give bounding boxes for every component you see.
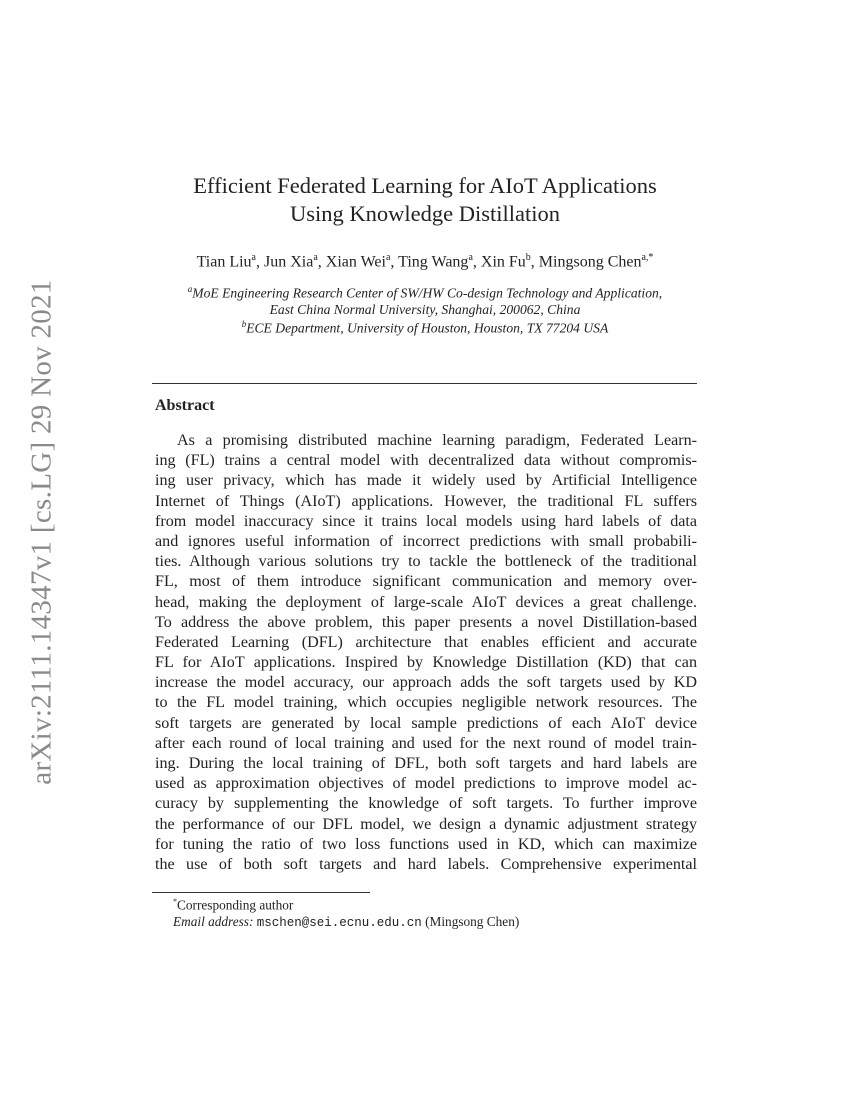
abstract-line: from model inaccuracy since it trains local models using hard labels of data: [155, 512, 697, 530]
abstract-line: head, making the deployment of large-scale AIoT devices a great challenge.: [155, 593, 697, 611]
affiliation-text: ECE Department, University of Houston, Houston, TX 77204 USA: [246, 320, 609, 336]
affiliation-b: [0, 319, 850, 337]
abstract-line: and ignores useful information of incorrect predictions with small probabili-: [155, 532, 697, 550]
abstract-line: FL, most of them introduce significant communication and memory over-: [155, 573, 697, 591]
author: Xin Fu: [480, 253, 526, 271]
author-affiliation-mark: a,*: [641, 252, 654, 263]
abstract-line: soft targets are generated by local sample predictions of each AIoT device: [155, 714, 697, 732]
abstract-line: Federated Learning (DFL) architecture that enables efficient and accurate: [155, 633, 697, 651]
footnote-corresponding: [173, 897, 293, 913]
footnote-rule: [152, 892, 370, 893]
author: Ting Wang: [398, 253, 469, 271]
email-owner: (Mingsong Chen): [425, 914, 520, 929]
footnote-email: [173, 914, 519, 930]
footnote-text: Corresponding author: [177, 897, 294, 913]
abstract-line: As a promising distributed machine learning paradigm, Federated Learn-: [177, 432, 697, 449]
affiliation-a: [0, 284, 850, 302]
affiliation-mark: a: [187, 284, 193, 294]
footnote-mark: *: [173, 897, 177, 906]
abstract-line: ing user privacy, which has made it widely used by Artificial Intelligence: [155, 472, 697, 490]
abstract-line: Internet of Things (AIoT) applications. However, the traditional FL suffers: [155, 492, 697, 510]
author-affiliation-mark: a: [313, 252, 318, 263]
author: Xian Wei: [325, 253, 386, 271]
abstract-line: to the FL model training, which occupies negligible network resources. The: [155, 694, 697, 712]
abstract-line: curacy by supplementing the knowledge of soft targets. To further improve: [155, 795, 697, 813]
arxiv-stamp: arXiv:2111.14347v1 [cs.LG] 29 Nov 2021: [25, 279, 58, 785]
author-affiliation-mark: a: [468, 252, 473, 263]
abstract-line: after each round of local training and used for the next round of model train-: [155, 734, 697, 752]
author-affiliation-mark: a: [251, 252, 256, 263]
paper-title-line-1: Efficient Federated Learning for AIoT Applications: [193, 173, 657, 198]
abstract-top-rule: [152, 383, 697, 384]
author-list: Tian Liu$^a$, Jun Xia$^a$, Xian Wei$^a$, Ting Wang$^a$, Xin Fu$^b$, Mingsong Chen$^{a,*}$: [196, 252, 654, 271]
abstract-line: ing (FL) trains a central model with decentralized data without compromis-: [155, 452, 697, 470]
abstract-line: ties. Although various solutions try to tackle the bottleneck of the traditional: [155, 553, 697, 571]
email-label: Email address:: [173, 914, 254, 929]
abstract-line: ing. During the local training of DFL, both soft targets and hard labels are: [155, 755, 697, 772]
author: Tian Liu: [196, 253, 252, 271]
author: Mingsong Chen: [538, 253, 642, 271]
abstract-line: To address the above problem, this paper presents a novel Distillation-based: [155, 613, 697, 631]
abstract-line: increase the model accuracy, our approach adds the soft targets used by KD: [155, 674, 697, 692]
abstract-line: FL for AIoT applications. Inspired by Knowledge Distillation (KD) that can: [155, 654, 697, 672]
abstract-line: the performance of our DFL model, we design a dynamic adjustment strategy: [155, 815, 697, 833]
abstract-line: the use of both soft targets and hard labels. Comprehensive experimental: [155, 855, 697, 873]
affiliation-a-cont: [0, 302, 850, 318]
abstract-body: [155, 431, 697, 875]
author: Jun Xia: [264, 253, 314, 271]
affiliation-text: East China Normal University, Shanghai, 200062, China: [269, 302, 581, 317]
abstract-line: for tuning the ratio of two loss functions used in KD, which can maximize: [155, 835, 697, 853]
abstract-line: used as approximation objectives of model predictions to improve model ac-: [155, 775, 697, 793]
affiliation-mark: b: [241, 319, 247, 329]
paper-title-line-2: Using Knowledge Distillation: [290, 201, 560, 226]
author-affiliation-mark: a: [385, 252, 391, 263]
affiliation-text: MoE Engineering Research Center of SW/HW Co-design Technology and Application,: [192, 285, 663, 301]
author-affiliation-mark: b: [525, 252, 531, 263]
abstract-heading: Abstract: [155, 397, 215, 414]
email-address[interactable]: mschen@sei.ecnu.edu.cn: [256, 916, 422, 930]
